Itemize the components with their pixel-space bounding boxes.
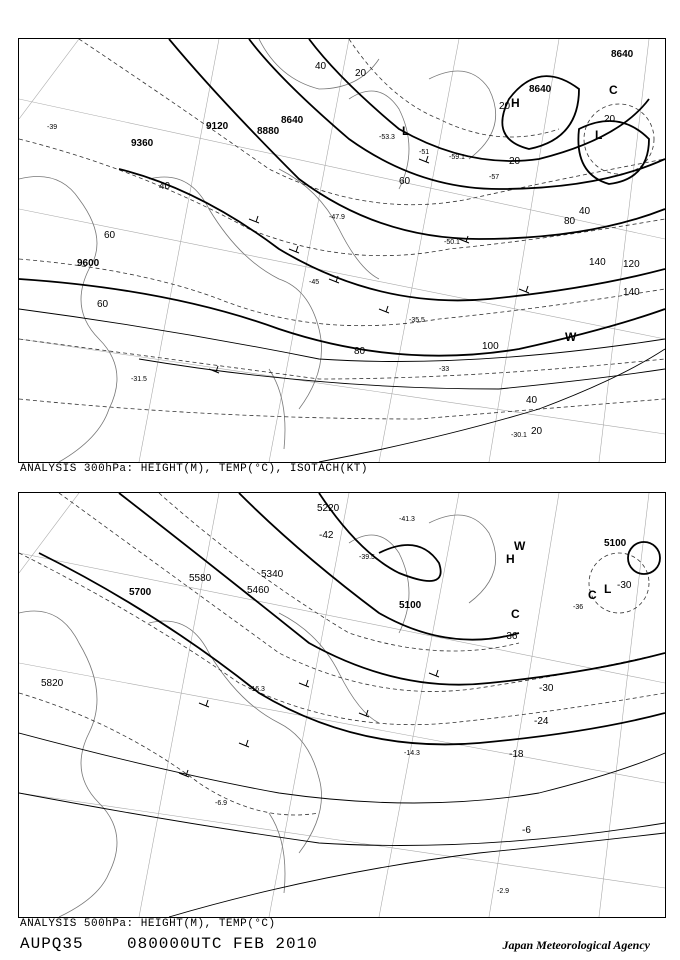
isotherms — [19, 39, 665, 419]
isotach-label: 140 — [589, 257, 606, 268]
temp-label: -2.9 — [497, 888, 510, 895]
low-pressure-center: L — [402, 124, 410, 138]
panel-caption-300hpa: ANALYSIS 300hPa: HEIGHT(M), TEMP(°C), ISOTACH(KT) — [20, 463, 368, 475]
temperature-labels — [47, 124, 527, 439]
isotach-labels — [97, 61, 640, 437]
agency-credit: Japan Meteorological Agency — [502, 938, 650, 952]
isotach-label: 40 — [526, 395, 538, 406]
isotach-label: 20 — [355, 68, 367, 79]
height-label: 5460 — [247, 585, 270, 596]
pressure-centers — [506, 539, 611, 621]
height-labels — [41, 503, 627, 689]
temp-label: -30 — [539, 683, 554, 694]
temp-label: -31.5 — [131, 376, 147, 383]
height-label: 8640 — [529, 84, 552, 95]
isotach-label: 120 — [623, 259, 640, 270]
isotach-label: 100 — [482, 341, 499, 352]
temp-label: -39.5 — [359, 554, 375, 561]
temp-label: -45 — [309, 279, 320, 286]
chart-id: AUPQ35 — [20, 935, 84, 953]
temp-label: -50.1 — [444, 239, 460, 246]
map-300hpa-svg — [19, 39, 665, 462]
wind-barbs — [179, 670, 439, 777]
temp-label: -33 — [439, 366, 450, 373]
isotach-label: 20 — [499, 101, 511, 112]
height-label: 5100 — [399, 600, 422, 611]
isotach-label: 20 — [509, 156, 521, 167]
temp-label: -6 — [522, 825, 531, 836]
height-label: 5580 — [189, 573, 212, 584]
isotach-label: 60 — [399, 176, 411, 187]
coastlines — [19, 515, 496, 917]
cold-center: C — [609, 83, 618, 97]
temp-label: -35.5 — [409, 317, 425, 324]
graticule — [19, 39, 665, 462]
isotach-label: 40 — [315, 61, 327, 72]
low-pressure-center: L — [604, 582, 612, 596]
isotach-label: 140 — [623, 287, 640, 298]
isotach-label: 20 — [604, 114, 616, 125]
panel-caption-500hpa: ANALYSIS 500hPa: HEIGHT(M), TEMP(°C) — [20, 918, 276, 930]
temperature-lines — [19, 733, 665, 917]
temp-label: -36 — [573, 604, 584, 611]
temp-label: -39 — [47, 124, 58, 131]
cold-center: C — [588, 588, 597, 602]
map-panel-500hpa — [18, 492, 666, 918]
height-label: 8640 — [281, 115, 304, 126]
warm-center: W — [565, 330, 577, 344]
temp-label: -24 — [534, 716, 549, 727]
high-pressure-center: H — [506, 552, 515, 566]
temp-label: -16.3 — [249, 686, 265, 693]
temp-label: -6.9 — [215, 800, 228, 807]
isotach-label: 60 — [97, 299, 109, 310]
isotach-label: 40 — [579, 206, 591, 217]
analysis-timestamp: 080000UTC FEB 2010 — [127, 935, 318, 953]
temp-label: -42 — [319, 530, 334, 541]
height-label: 8640 — [611, 49, 634, 60]
isotach-label: 60 — [104, 230, 116, 241]
map-500hpa-svg — [19, 493, 665, 917]
high-pressure-center: H — [511, 96, 520, 110]
isotach-label: 80 — [564, 216, 576, 227]
temp-label: -14.3 — [404, 750, 420, 757]
height-label: 5220 — [317, 503, 340, 514]
low-pressure-center: L — [595, 128, 603, 142]
height-label: 9120 — [206, 121, 229, 132]
temp-label: -41.3 — [399, 516, 415, 523]
height-label: 5340 — [261, 569, 284, 580]
height-label: 5100 — [604, 538, 627, 549]
temp-label: -59.1 — [449, 154, 465, 161]
temp-label: -53.3 — [379, 134, 395, 141]
temp-label: -47.9 — [329, 214, 345, 221]
temp-label: -30.1 — [511, 432, 527, 439]
map-panel-300hpa — [18, 38, 666, 463]
isotach-label: 20 — [531, 426, 543, 437]
temp-label: -51 — [419, 149, 430, 156]
height-label: 5700 — [129, 587, 152, 598]
isotach-label: 40 — [159, 181, 171, 192]
cold-center: C — [511, 607, 520, 621]
warm-center: W — [514, 539, 526, 553]
temp-label: -57 — [489, 174, 500, 181]
isotherms — [19, 493, 665, 815]
height-label: 8880 — [257, 126, 280, 137]
height-label: 9360 — [131, 138, 154, 149]
temp-label: -18 — [509, 749, 524, 760]
height-contours — [39, 493, 665, 744]
temp-label: -36 — [503, 631, 518, 642]
temp-label: -30 — [617, 580, 632, 591]
isotach-label: 80 — [354, 346, 366, 357]
height-label: 5820 — [41, 678, 64, 689]
height-label: 9600 — [77, 258, 100, 269]
